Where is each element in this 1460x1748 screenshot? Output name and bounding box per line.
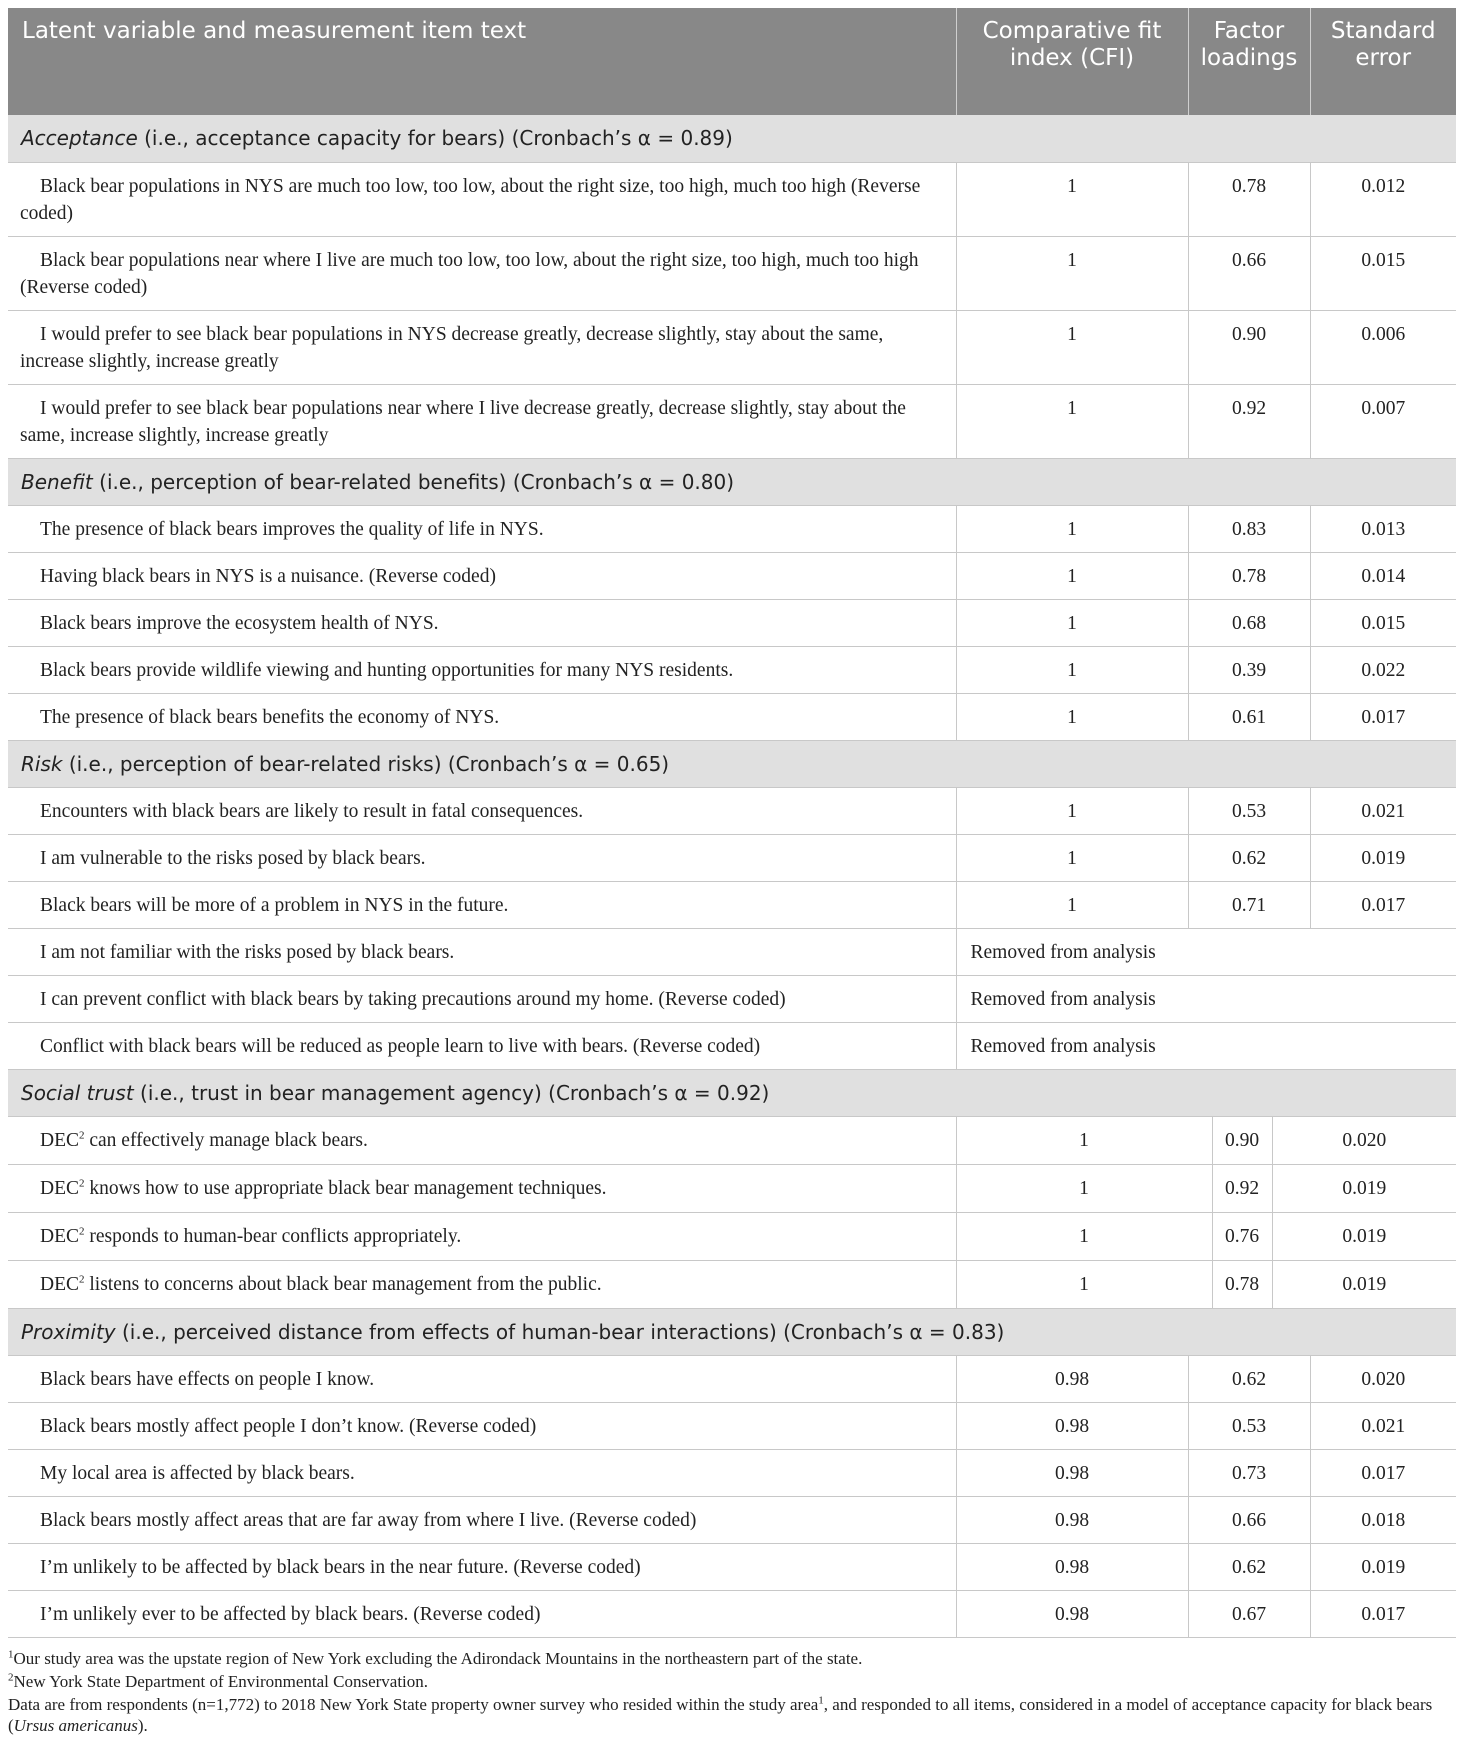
- loading-value: 0.62: [1188, 1355, 1310, 1402]
- item-text-cell: [8, 1260, 956, 1308]
- agency-abbrev: DEC: [40, 1177, 79, 1199]
- group-label: [8, 115, 1456, 162]
- header-item-text: Latent variable and measurement item text: [8, 8, 956, 115]
- cfi-value: 1: [956, 505, 1188, 552]
- item-text-cell: [8, 1590, 956, 1637]
- item-text-cell: [8, 384, 956, 458]
- values-group: [957, 1213, 1457, 1260]
- item-text: I am not familiar with the risks posed by black bears.: [40, 941, 455, 963]
- item-text: I’m unlikely to be affected by black bears in the near future. (Reverse coded): [40, 1556, 641, 1578]
- loading-value: 0.78: [1188, 162, 1310, 236]
- table-body: [8, 115, 1456, 1637]
- se-value: 0.021: [1310, 1402, 1456, 1449]
- measurement-table: [8, 8, 1456, 1638]
- loading-value: 0.61: [1188, 693, 1310, 740]
- group-name: Social trust: [21, 1080, 134, 1105]
- loading-value: 0.66: [1188, 1496, 1310, 1543]
- values-group: [957, 1117, 1457, 1164]
- se-value: 0.015: [1310, 599, 1456, 646]
- item-text: Black bears will be more of a problem in NYS in the future.: [40, 894, 509, 916]
- se-value: 0.019: [1342, 1225, 1387, 1247]
- se-value: 0.021: [1310, 787, 1456, 834]
- item-text: Black bears mostly affect people I don’t know. (Reverse coded): [40, 1415, 537, 1437]
- header-factor-loadings: Factor loadings: [1188, 8, 1310, 115]
- item-text: Having black bears in NYS is a nuisance. (Reverse coded): [40, 565, 496, 587]
- table-row: [8, 552, 1456, 599]
- table-row: [8, 881, 1456, 928]
- agency-abbrev: DEC: [40, 1273, 79, 1295]
- se-value: 0.019: [1342, 1177, 1387, 1199]
- cfi-value: 1: [957, 1261, 1213, 1308]
- group-description: (i.e., trust in bear management agency) (Cronbach’s α = 0.92): [133, 1080, 770, 1105]
- note-marker: 1: [818, 1693, 824, 1706]
- item-text: I would prefer to see black bear populations near where I live decrease greatly, decrease slightly, stay about the same, increase slightly, increase greatly: [20, 397, 906, 446]
- header-cfi: Comparative fit index (CFI): [956, 8, 1188, 115]
- item-text: The presence of black bears improves the quality of life in NYS.: [40, 518, 544, 540]
- loading-value: 0.62: [1188, 1543, 1310, 1590]
- cfi-value: 0.98: [956, 1449, 1188, 1496]
- se-value: 0.019: [1310, 834, 1456, 881]
- loading-value: 0.53: [1188, 787, 1310, 834]
- table-row: [8, 310, 1456, 384]
- table-row: [8, 928, 1456, 975]
- removed-note: Removed from analysis: [956, 975, 1456, 1022]
- group-description: (i.e., acceptance capacity for bears) (Cronbach’s α = 0.89): [137, 126, 733, 150]
- se-value: 0.012: [1310, 162, 1456, 236]
- item-text-cell: [8, 1355, 956, 1402]
- item-text: Black bears improve the ecosystem health of NYS.: [40, 612, 439, 634]
- cfi-value: 1: [956, 881, 1188, 928]
- group-header-row: [8, 1069, 1456, 1116]
- removed-note: Removed from analysis: [956, 1022, 1456, 1069]
- table-row: [8, 384, 1456, 458]
- loading-value: 0.68: [1188, 599, 1310, 646]
- cfi-value: 1: [956, 693, 1188, 740]
- cfi-value: 0.98: [956, 1402, 1188, 1449]
- item-text: Encounters with black bears are likely to result in fatal consequences.: [40, 800, 584, 822]
- table-row: [8, 505, 1456, 552]
- cfi-value: 1: [956, 552, 1188, 599]
- se-value: 0.017: [1310, 1449, 1456, 1496]
- se-value: 0.020: [1310, 1355, 1456, 1402]
- loading-value: 0.71: [1188, 881, 1310, 928]
- item-text-cell: [8, 834, 956, 881]
- item-text-cell: [8, 693, 956, 740]
- loading-value: 0.78: [1213, 1261, 1273, 1308]
- loading-value: 0.78: [1188, 552, 1310, 599]
- se-value: 0.019: [1310, 1543, 1456, 1590]
- loading-value: 0.66: [1188, 236, 1310, 310]
- group-label: [8, 740, 1456, 787]
- item-text-cell: [8, 1543, 956, 1590]
- group-description: (i.e., perception of bear-related benefits) (Cronbach’s α = 0.80): [92, 469, 735, 494]
- cfi-value: 1: [956, 384, 1188, 458]
- group-name: Proximity: [21, 1319, 116, 1344]
- se-value: 0.018: [1310, 1496, 1456, 1543]
- cfi-value: 1: [956, 646, 1188, 693]
- footnote-marker: 2: [79, 1177, 85, 1189]
- cfi-value: 0.98: [956, 1496, 1188, 1543]
- loading-value: 0.73: [1188, 1449, 1310, 1496]
- group-header-row: [8, 115, 1456, 162]
- note-text-c: ).: [137, 1715, 148, 1735]
- group-name: Acceptance: [21, 126, 138, 150]
- item-text: Black bear populations near where I live are much too low, too low, about the right size, too high, much too high (Reverse coded): [20, 249, 919, 298]
- item-text-cell: [8, 787, 956, 834]
- table-row: [8, 1543, 1456, 1590]
- se-value: 0.015: [1310, 236, 1456, 310]
- group-description: (i.e., perceived distance from effects of human-bear interactions) (Cronbach’s α = 0.83): [115, 1319, 1005, 1344]
- note-text-b: , and responded to all items, considered in a model of acceptance capacity for black bears (: [8, 1694, 1433, 1735]
- loading-value: 0.67: [1188, 1590, 1310, 1637]
- item-text: I am vulnerable to the risks posed by black bears.: [40, 847, 426, 869]
- table-footnotes: [8, 1638, 1456, 1736]
- cfi-value: 1: [956, 599, 1188, 646]
- values-group: [957, 1261, 1457, 1308]
- cfi-value: 0.98: [956, 1355, 1188, 1402]
- item-text: Black bear populations in NYS are much too low, too low, about the right size, too high, much too high (Reverse coded): [20, 175, 921, 224]
- table-row: [8, 1402, 1456, 1449]
- loading-value: 0.92: [1213, 1165, 1273, 1212]
- note-text-a: Data are from respondents (n=1,772) to 2018 New York State property owner survey who resided within the study area: [8, 1694, 819, 1714]
- group-name: Benefit: [21, 469, 93, 494]
- se-value: 0.017: [1310, 693, 1456, 740]
- table-row: [8, 787, 1456, 834]
- item-text-cell: [8, 162, 956, 236]
- table-row: [8, 1355, 1456, 1402]
- table-row: [8, 1212, 1456, 1260]
- species-name: Ursus americanus: [13, 1715, 138, 1735]
- item-text-cell: [8, 1212, 956, 1260]
- removed-note: Removed from analysis: [956, 928, 1456, 975]
- se-value: 0.006: [1310, 310, 1456, 384]
- table-row: [8, 599, 1456, 646]
- item-text-cell: [8, 599, 956, 646]
- table-row: [8, 162, 1456, 236]
- group-name: Risk: [21, 751, 63, 776]
- cfi-value: 0.98: [956, 1543, 1188, 1590]
- footnote-2-marker: 2: [8, 1670, 14, 1683]
- loading-value: 0.90: [1213, 1117, 1273, 1164]
- item-text: Black bears have effects on people I know.: [40, 1368, 375, 1390]
- table-row: [8, 646, 1456, 693]
- table-row: [8, 693, 1456, 740]
- table-row: [8, 1022, 1456, 1069]
- se-value: 0.020: [1342, 1129, 1387, 1151]
- item-text-cell: [8, 1164, 956, 1212]
- item-text: I would prefer to see black bear populations in NYS decrease greatly, decrease slightly, stay about the same, increase slightly, increase greatly: [20, 323, 884, 372]
- group-label: [8, 1069, 1456, 1116]
- item-text: Black bears provide wildlife viewing and hunting opportunities for many NYS residents.: [40, 659, 734, 681]
- table-row: [8, 1449, 1456, 1496]
- item-text: My local area is affected by black bears.: [40, 1462, 355, 1484]
- item-text-cell: [8, 881, 956, 928]
- item-text-cell: [8, 646, 956, 693]
- se-value: 0.013: [1310, 505, 1456, 552]
- group-header-row: [8, 1308, 1456, 1355]
- item-text: listens to concerns about black bear management from the public.: [84, 1273, 602, 1295]
- table-row: [8, 1164, 1456, 1212]
- footnote-2-text: New York State Department of Environmental Conservation.: [13, 1671, 429, 1691]
- cfi-value: 1: [956, 834, 1188, 881]
- item-text: Black bears mostly affect areas that are far away from where I live. (Reverse coded): [40, 1509, 697, 1531]
- footnote-1-text: Our study area was the upstate region of New York excluding the Adirondack Mountains in the northeastern part of the state.: [13, 1648, 863, 1668]
- footnote-2: [8, 1671, 1456, 1692]
- footnote-1-marker: 1: [8, 1647, 14, 1660]
- group-header-row: [8, 740, 1456, 787]
- table-row: [8, 1496, 1456, 1543]
- item-text-cell: [8, 310, 956, 384]
- table-row: [8, 1116, 1456, 1164]
- loading-value: 0.76: [1213, 1213, 1273, 1260]
- loading-value: 0.90: [1188, 310, 1310, 384]
- values-cell: [956, 1116, 1456, 1164]
- cfi-value: 0.98: [956, 1590, 1188, 1637]
- item-text: responds to human-bear conflicts appropriately.: [84, 1225, 462, 1247]
- item-text-cell: [8, 236, 956, 310]
- footnote-data-source: [8, 1694, 1456, 1736]
- se-value: 0.014: [1310, 552, 1456, 599]
- item-text-cell: [8, 552, 956, 599]
- table-row: [8, 236, 1456, 310]
- group-description: (i.e., perception of bear-related risks) (Cronbach’s α = 0.65): [62, 751, 670, 776]
- item-text-cell: [8, 928, 956, 975]
- loading-value: 0.62: [1188, 834, 1310, 881]
- table-row: [8, 1260, 1456, 1308]
- item-text-cell: [8, 1116, 956, 1164]
- cfi-value: 1: [956, 310, 1188, 384]
- se-value: 0.017: [1310, 1590, 1456, 1637]
- table-row: [8, 834, 1456, 881]
- footnote-marker: 2: [79, 1129, 85, 1141]
- cfi-value: 1: [957, 1165, 1213, 1212]
- cfi-value: 1: [957, 1117, 1213, 1164]
- footnote-marker: 2: [79, 1225, 85, 1237]
- loading-value: 0.53: [1188, 1402, 1310, 1449]
- values-group: [957, 1165, 1457, 1212]
- group-header-row: [8, 458, 1456, 505]
- item-text: knows how to use appropriate black bear management techniques.: [84, 1177, 607, 1199]
- values-cell: [956, 1212, 1456, 1260]
- se-value: 0.007: [1310, 384, 1456, 458]
- item-text-cell: [8, 505, 956, 552]
- se-value: 0.022: [1310, 646, 1456, 693]
- cfi-value: 1: [956, 787, 1188, 834]
- cfi-value: 1: [956, 236, 1188, 310]
- item-text-cell: [8, 1449, 956, 1496]
- header-row: [8, 8, 1456, 115]
- item-text: Conflict with black bears will be reduced as people learn to live with bears. (Reverse coded): [40, 1035, 761, 1057]
- table-row: [8, 1590, 1456, 1637]
- cfi-value: 1: [956, 162, 1188, 236]
- agency-abbrev: DEC: [40, 1225, 79, 1247]
- se-value: 0.019: [1342, 1273, 1387, 1295]
- cfi-value: 1: [957, 1213, 1213, 1260]
- group-label: [8, 458, 1456, 505]
- results-table-sheet: [8, 8, 1456, 1738]
- se-value: 0.017: [1310, 881, 1456, 928]
- item-text: The presence of black bears benefits the economy of NYS.: [40, 706, 500, 728]
- loading-value: 0.92: [1188, 384, 1310, 458]
- item-text-cell: [8, 1402, 956, 1449]
- item-text-cell: [8, 1022, 956, 1069]
- table-row: [8, 975, 1456, 1022]
- item-text: I can prevent conflict with black bears by taking precautions around my home. (Reverse coded): [40, 988, 786, 1010]
- group-label: [8, 1308, 1456, 1355]
- item-text-cell: [8, 1496, 956, 1543]
- loading-value: 0.39: [1188, 646, 1310, 693]
- item-text-cell: [8, 975, 956, 1022]
- item-text: can effectively manage black bears.: [84, 1129, 368, 1151]
- loading-value: 0.83: [1188, 505, 1310, 552]
- footnote-marker: 2: [79, 1273, 85, 1285]
- agency-abbrev: DEC: [40, 1129, 79, 1151]
- header-standard-error: Standard error: [1310, 8, 1456, 115]
- values-cell: [956, 1260, 1456, 1308]
- item-text: I’m unlikely ever to be affected by black bears. (Reverse coded): [40, 1603, 541, 1625]
- values-cell: [956, 1164, 1456, 1212]
- footnote-1: [8, 1648, 1456, 1669]
